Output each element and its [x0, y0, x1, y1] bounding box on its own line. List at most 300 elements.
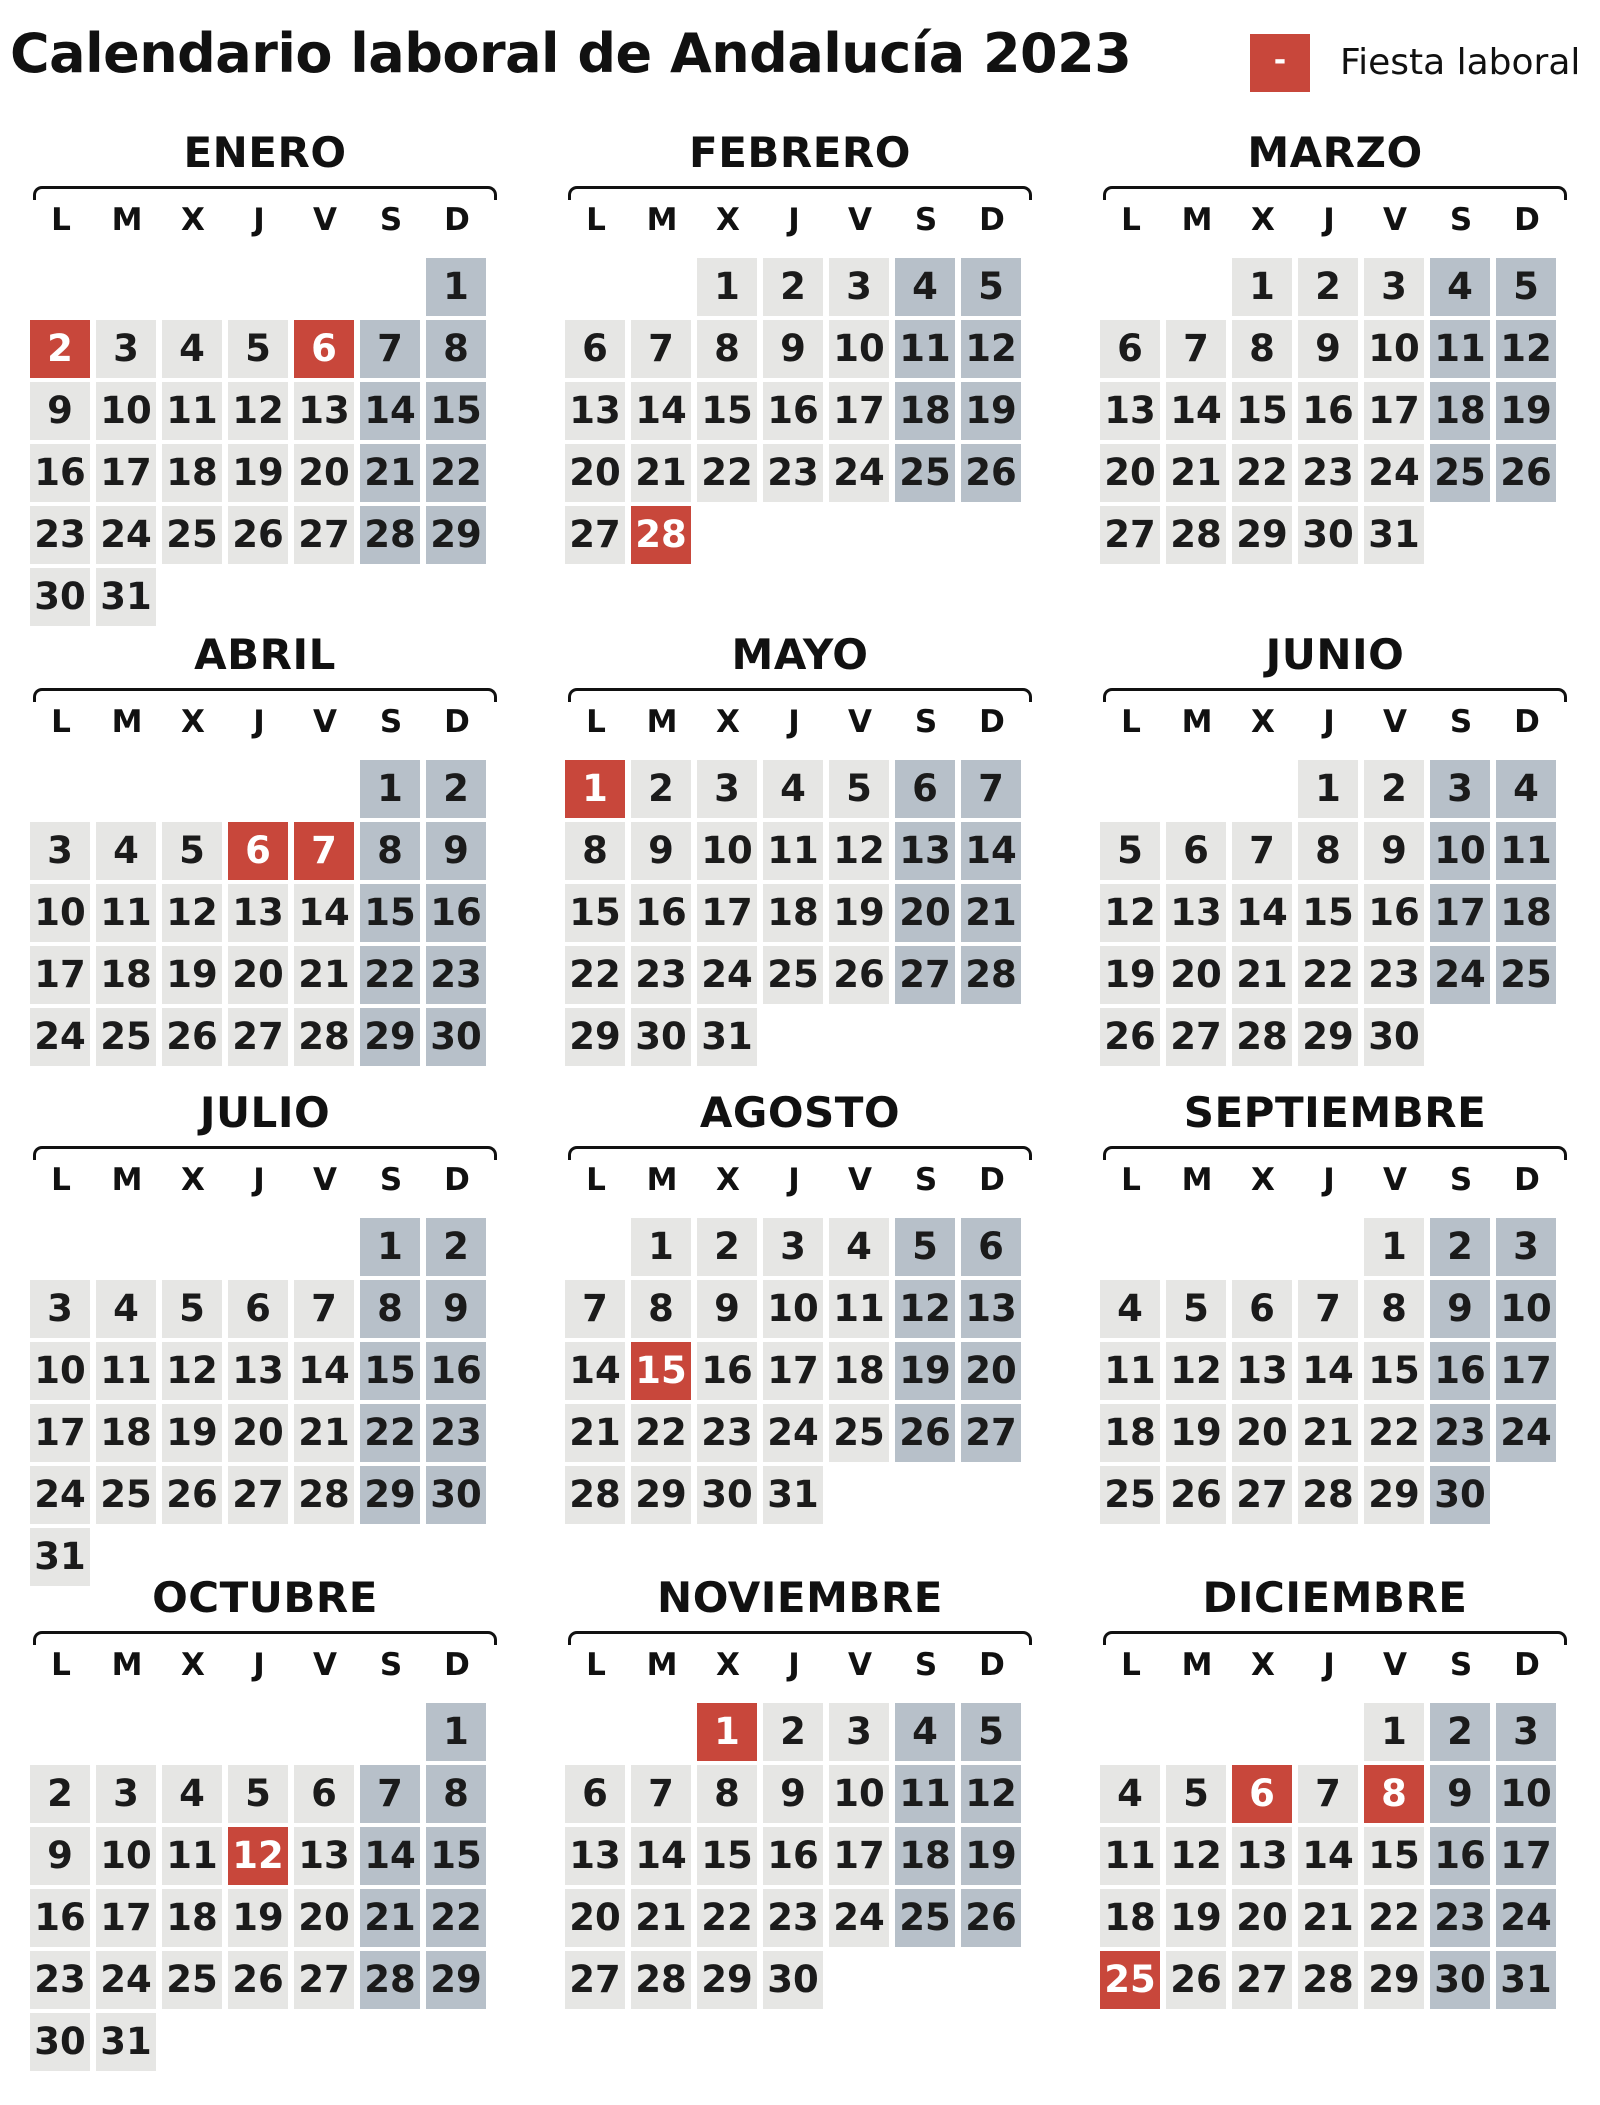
day-cell: 31 — [96, 2013, 156, 2071]
weekday-header: X — [181, 704, 205, 740]
weekend-day-cell: 22 — [360, 946, 420, 1004]
day-cell: 30 — [763, 1951, 823, 2009]
day-cell: 13 — [1232, 1342, 1292, 1400]
day-cell: 6 — [1100, 320, 1160, 378]
weekday-header: M — [111, 202, 143, 238]
day-cell: 15 — [1298, 884, 1358, 942]
holiday-day-cell: 6 — [294, 320, 354, 378]
weekday-header: J — [788, 1162, 800, 1198]
day-cell: 20 — [1166, 946, 1226, 1004]
day-cell: 6 — [1166, 822, 1226, 880]
weekend-day-cell: 11 — [895, 1765, 955, 1823]
day-cell: 17 — [1364, 382, 1424, 440]
day-cell: 22 — [1364, 1889, 1424, 1947]
day-cell: 21 — [565, 1404, 625, 1462]
day-cell: 26 — [228, 506, 288, 564]
day-cell: 26 — [228, 1951, 288, 2009]
day-cell: 14 — [1298, 1827, 1358, 1885]
weekend-day-cell: 21 — [360, 444, 420, 502]
weekend-day-cell: 19 — [895, 1342, 955, 1400]
month-header-rule — [33, 688, 497, 702]
weekday-header: D — [444, 704, 470, 740]
day-cell: 24 — [30, 1466, 90, 1524]
weekend-day-cell: 10 — [1430, 822, 1490, 880]
day-cell: 1 — [1364, 1218, 1424, 1276]
day-cell: 19 — [1166, 1404, 1226, 1462]
weekend-day-cell: 2 — [1430, 1703, 1490, 1761]
day-cell: 28 — [1232, 1008, 1292, 1066]
weekday-header: S — [379, 1647, 403, 1683]
day-cell: 12 — [1100, 884, 1160, 942]
weekday-header: S — [914, 704, 938, 740]
day-cell: 11 — [96, 1342, 156, 1400]
day-cell: 11 — [829, 1280, 889, 1338]
weekend-day-cell: 10 — [1496, 1765, 1556, 1823]
day-cell: 27 — [228, 1466, 288, 1524]
day-cell: 2 — [631, 760, 691, 818]
day-cell: 24 — [763, 1404, 823, 1462]
weekend-day-cell: 2 — [426, 760, 486, 818]
weekend-day-cell: 2 — [1430, 1218, 1490, 1276]
day-cell: 5 — [228, 320, 288, 378]
weekend-day-cell: 3 — [1496, 1218, 1556, 1276]
weekday-header: M — [1181, 1647, 1213, 1683]
day-cell: 13 — [565, 1827, 625, 1885]
weekend-day-cell: 24 — [1430, 946, 1490, 1004]
month-header-rule — [568, 688, 1032, 702]
weekday-header: V — [848, 1647, 872, 1683]
weekend-day-cell: 23 — [1430, 1404, 1490, 1462]
day-cell: 29 — [1232, 506, 1292, 564]
weekday-header: S — [379, 1162, 403, 1198]
weekday-header: V — [313, 202, 337, 238]
day-cell: 30 — [1364, 1008, 1424, 1066]
weekend-day-cell: 26 — [961, 444, 1021, 502]
day-cell: 21 — [631, 444, 691, 502]
day-cell: 9 — [763, 1765, 823, 1823]
month-header-rule — [1103, 688, 1567, 702]
day-cell: 27 — [1100, 506, 1160, 564]
day-cell: 25 — [96, 1466, 156, 1524]
day-cell: 24 — [30, 1008, 90, 1066]
day-cell: 18 — [162, 1889, 222, 1947]
day-cell: 10 — [697, 822, 757, 880]
day-cell: 4 — [162, 1765, 222, 1823]
weekday-header: V — [313, 704, 337, 740]
day-cell: 1 — [1364, 1703, 1424, 1761]
weekend-day-cell: 14 — [360, 382, 420, 440]
day-cell: 6 — [294, 1765, 354, 1823]
day-cell: 23 — [1364, 946, 1424, 1004]
day-cell: 2 — [30, 1765, 90, 1823]
weekend-day-cell: 20 — [961, 1342, 1021, 1400]
page-title: Calendario laboral de Andalucía 2023 — [10, 22, 1132, 85]
weekday-header: L — [1121, 1162, 1141, 1198]
day-cell: 6 — [1232, 1280, 1292, 1338]
day-cell: 17 — [697, 884, 757, 942]
weekend-day-cell: 17 — [1430, 884, 1490, 942]
day-cell: 27 — [294, 1951, 354, 2009]
day-cell: 22 — [1364, 1404, 1424, 1462]
day-cell: 20 — [228, 1404, 288, 1462]
day-cell: 24 — [1364, 444, 1424, 502]
month-title: JULIO — [199, 1088, 331, 1137]
weekday-header: D — [444, 1162, 470, 1198]
day-cell: 14 — [294, 884, 354, 942]
weekend-day-cell: 23 — [426, 1404, 486, 1462]
weekday-header: M — [1181, 1162, 1213, 1198]
weekday-header: M — [646, 1162, 678, 1198]
day-cell: 16 — [631, 884, 691, 942]
day-cell: 21 — [1298, 1889, 1358, 1947]
month-diciembre — [1100, 1573, 1570, 2073]
weekend-day-cell: 18 — [1496, 884, 1556, 942]
weekend-day-cell: 15 — [360, 1342, 420, 1400]
day-cell: 20 — [1100, 444, 1160, 502]
month-header-rule — [568, 1146, 1032, 1160]
day-cell: 26 — [1166, 1951, 1226, 2009]
day-cell: 16 — [697, 1342, 757, 1400]
day-cell: 1 — [1298, 760, 1358, 818]
day-cell: 12 — [162, 884, 222, 942]
day-cell: 5 — [162, 822, 222, 880]
weekday-header: J — [788, 704, 800, 740]
day-cell: 19 — [1100, 946, 1160, 1004]
day-cell: 7 — [1166, 320, 1226, 378]
day-cell: 3 — [30, 1280, 90, 1338]
day-cell: 14 — [1298, 1342, 1358, 1400]
weekend-day-cell: 26 — [1496, 444, 1556, 502]
weekend-day-cell: 1 — [360, 760, 420, 818]
day-cell: 7 — [565, 1280, 625, 1338]
weekday-header: L — [1121, 704, 1141, 740]
day-cell: 3 — [697, 760, 757, 818]
weekday-header: X — [716, 704, 740, 740]
day-cell: 20 — [294, 444, 354, 502]
day-cell: 8 — [1232, 320, 1292, 378]
day-cell: 28 — [1298, 1951, 1358, 2009]
day-cell: 11 — [162, 382, 222, 440]
weekend-day-cell: 25 — [1496, 946, 1556, 1004]
day-cell: 2 — [1298, 258, 1358, 316]
weekday-header: X — [181, 1162, 205, 1198]
month-title: ENERO — [183, 128, 347, 177]
weekend-day-cell: 13 — [895, 822, 955, 880]
month-octubre — [30, 1573, 500, 2073]
weekday-header: V — [848, 704, 872, 740]
weekend-day-cell: 5 — [895, 1218, 955, 1276]
day-cell: 9 — [30, 1827, 90, 1885]
weekend-day-cell: 4 — [1496, 760, 1556, 818]
weekend-day-cell: 9 — [426, 822, 486, 880]
day-cell: 3 — [96, 320, 156, 378]
day-cell: 27 — [565, 506, 625, 564]
weekday-header: S — [1449, 1647, 1473, 1683]
day-cell: 23 — [30, 506, 90, 564]
day-cell: 6 — [228, 1280, 288, 1338]
month-mayo — [565, 630, 1035, 1130]
day-cell: 17 — [96, 444, 156, 502]
day-cell: 13 — [565, 382, 625, 440]
day-cell: 21 — [1232, 946, 1292, 1004]
weekend-day-cell: 27 — [961, 1404, 1021, 1462]
day-cell: 18 — [1100, 1889, 1160, 1947]
month-header-rule — [1103, 1146, 1567, 1160]
weekday-header: S — [379, 704, 403, 740]
day-cell: 26 — [829, 946, 889, 1004]
day-cell: 18 — [763, 884, 823, 942]
month-junio — [1100, 630, 1570, 1130]
day-cell: 14 — [565, 1342, 625, 1400]
day-cell: 21 — [1298, 1404, 1358, 1462]
day-cell: 15 — [697, 1827, 757, 1885]
day-cell: 19 — [829, 884, 889, 942]
weekday-header: J — [788, 1647, 800, 1683]
weekend-day-cell: 1 — [360, 1218, 420, 1276]
weekday-header: V — [1383, 202, 1407, 238]
month-header-rule — [33, 1146, 497, 1160]
day-cell: 29 — [565, 1008, 625, 1066]
weekend-day-cell: 30 — [426, 1008, 486, 1066]
weekday-header: L — [586, 1162, 606, 1198]
day-cell: 20 — [294, 1889, 354, 1947]
day-cell: 29 — [697, 1951, 757, 2009]
day-cell: 15 — [1364, 1342, 1424, 1400]
day-cell: 16 — [30, 1889, 90, 1947]
weekend-day-cell: 24 — [1496, 1404, 1556, 1462]
weekend-day-cell: 28 — [961, 946, 1021, 1004]
day-cell: 24 — [829, 1889, 889, 1947]
weekday-header: J — [1323, 1647, 1335, 1683]
day-cell: 11 — [1100, 1827, 1160, 1885]
weekday-header: V — [1383, 1647, 1407, 1683]
weekend-day-cell: 19 — [1496, 382, 1556, 440]
weekend-day-cell: 18 — [895, 1827, 955, 1885]
day-cell: 28 — [1298, 1466, 1358, 1524]
holiday-day-cell: 2 — [30, 320, 90, 378]
day-cell: 9 — [1364, 822, 1424, 880]
weekend-day-cell: 8 — [360, 1280, 420, 1338]
day-cell: 25 — [1100, 1466, 1160, 1524]
weekend-day-cell: 8 — [426, 320, 486, 378]
day-cell: 7 — [1298, 1765, 1358, 1823]
day-cell: 3 — [829, 1703, 889, 1761]
weekend-day-cell: 20 — [895, 884, 955, 942]
day-cell: 27 — [1232, 1951, 1292, 2009]
day-cell: 15 — [697, 382, 757, 440]
day-cell: 27 — [294, 506, 354, 564]
weekend-day-cell: 10 — [1496, 1280, 1556, 1338]
day-cell: 8 — [1298, 822, 1358, 880]
day-cell: 15 — [1232, 382, 1292, 440]
weekday-header: L — [1121, 1647, 1141, 1683]
day-cell: 9 — [697, 1280, 757, 1338]
weekend-day-cell: 14 — [360, 1827, 420, 1885]
month-title: FEBRERO — [689, 128, 911, 177]
month-title: DICIEMBRE — [1202, 1573, 1468, 1622]
weekend-day-cell: 19 — [961, 382, 1021, 440]
weekend-day-cell: 3 — [1496, 1703, 1556, 1761]
holiday-day-cell: 7 — [294, 822, 354, 880]
day-cell: 27 — [1232, 1466, 1292, 1524]
day-cell: 18 — [96, 1404, 156, 1462]
day-cell: 28 — [1166, 506, 1226, 564]
month-julio — [30, 1088, 500, 1588]
weekend-day-cell: 1 — [426, 1703, 486, 1761]
weekend-day-cell: 15 — [360, 884, 420, 942]
weekday-header: D — [1514, 1162, 1540, 1198]
day-cell: 19 — [1166, 1889, 1226, 1947]
month-agosto — [565, 1088, 1035, 1588]
day-cell: 14 — [294, 1342, 354, 1400]
weekend-day-cell: 6 — [961, 1218, 1021, 1276]
day-cell: 22 — [1298, 946, 1358, 1004]
day-cell: 4 — [1100, 1765, 1160, 1823]
weekday-header: D — [1514, 1647, 1540, 1683]
weekday-header: X — [716, 202, 740, 238]
day-cell: 20 — [565, 444, 625, 502]
day-cell: 9 — [1298, 320, 1358, 378]
weekday-header: L — [586, 704, 606, 740]
weekday-header: V — [848, 202, 872, 238]
weekend-day-cell: 5 — [1496, 258, 1556, 316]
day-cell: 5 — [829, 760, 889, 818]
weekday-header: X — [1251, 202, 1275, 238]
day-cell: 12 — [1166, 1827, 1226, 1885]
day-cell: 20 — [1232, 1889, 1292, 1947]
weekday-header: V — [1383, 1162, 1407, 1198]
month-header-rule — [33, 186, 497, 200]
weekday-header: X — [181, 202, 205, 238]
month-title: MAYO — [731, 630, 869, 679]
weekday-header: S — [1449, 202, 1473, 238]
weekend-day-cell: 9 — [1430, 1280, 1490, 1338]
month-title: ABRIL — [194, 630, 336, 679]
day-cell: 14 — [1232, 884, 1292, 942]
day-cell: 19 — [228, 444, 288, 502]
day-cell: 15 — [1364, 1827, 1424, 1885]
weekday-header: L — [1121, 202, 1141, 238]
day-cell: 21 — [294, 1404, 354, 1462]
day-cell: 17 — [30, 946, 90, 1004]
holiday-day-cell: 6 — [1232, 1765, 1292, 1823]
weekend-day-cell: 29 — [426, 506, 486, 564]
weekday-header: M — [111, 704, 143, 740]
weekday-header: D — [1514, 202, 1540, 238]
holiday-day-cell: 28 — [631, 506, 691, 564]
day-cell: 4 — [96, 1280, 156, 1338]
weekend-day-cell: 6 — [895, 760, 955, 818]
holiday-day-cell: 8 — [1364, 1765, 1424, 1823]
day-cell: 8 — [1364, 1280, 1424, 1338]
day-cell: 25 — [162, 506, 222, 564]
day-cell: 11 — [763, 822, 823, 880]
day-cell: 26 — [1100, 1008, 1160, 1066]
day-cell: 26 — [162, 1008, 222, 1066]
day-cell: 7 — [1298, 1280, 1358, 1338]
day-cell: 9 — [631, 822, 691, 880]
day-cell: 2 — [697, 1218, 757, 1276]
weekday-header: X — [181, 1647, 205, 1683]
day-cell: 25 — [829, 1404, 889, 1462]
day-cell: 4 — [763, 760, 823, 818]
weekday-header: D — [979, 202, 1005, 238]
day-cell: 6 — [565, 320, 625, 378]
day-cell: 21 — [294, 946, 354, 1004]
month-title: MARZO — [1247, 128, 1423, 177]
weekday-header: L — [586, 1647, 606, 1683]
day-cell: 3 — [96, 1765, 156, 1823]
weekend-day-cell: 16 — [1430, 1827, 1490, 1885]
weekday-header: M — [646, 1647, 678, 1683]
day-cell: 31 — [96, 568, 156, 626]
day-cell: 17 — [763, 1342, 823, 1400]
legend-label: Fiesta laboral — [1340, 42, 1581, 83]
weekend-day-cell: 30 — [426, 1466, 486, 1524]
weekend-day-cell: 4 — [895, 1703, 955, 1761]
day-cell: 10 — [1364, 320, 1424, 378]
day-cell: 5 — [1166, 1765, 1226, 1823]
weekday-header: S — [914, 202, 938, 238]
day-cell: 17 — [30, 1404, 90, 1462]
day-cell: 4 — [1100, 1280, 1160, 1338]
day-cell: 26 — [162, 1466, 222, 1524]
day-cell: 1 — [697, 258, 757, 316]
day-cell: 10 — [829, 320, 889, 378]
weekend-day-cell: 17 — [1496, 1342, 1556, 1400]
day-cell: 3 — [1364, 258, 1424, 316]
holiday-day-cell: 1 — [697, 1703, 757, 1761]
day-cell: 28 — [294, 1466, 354, 1524]
weekend-day-cell: 25 — [1430, 444, 1490, 502]
day-cell: 23 — [631, 946, 691, 1004]
day-cell: 30 — [30, 2013, 90, 2071]
weekday-header: J — [1323, 1162, 1335, 1198]
weekend-day-cell: 27 — [895, 946, 955, 1004]
day-cell: 7 — [294, 1280, 354, 1338]
day-cell: 25 — [763, 946, 823, 1004]
day-cell: 13 — [294, 382, 354, 440]
day-cell: 9 — [30, 382, 90, 440]
month-noviembre — [565, 1573, 1035, 2073]
day-cell: 22 — [697, 1889, 757, 1947]
day-cell: 28 — [631, 1951, 691, 2009]
month-title: SEPTIEMBRE — [1183, 1088, 1487, 1137]
weekday-header: J — [788, 202, 800, 238]
day-cell: 15 — [565, 884, 625, 942]
day-cell: 29 — [631, 1466, 691, 1524]
month-septiembre — [1100, 1088, 1570, 1588]
day-cell: 5 — [1100, 822, 1160, 880]
day-cell: 8 — [565, 822, 625, 880]
weekday-header: M — [646, 202, 678, 238]
weekend-day-cell: 23 — [426, 946, 486, 1004]
day-cell: 3 — [30, 822, 90, 880]
month-header-rule — [568, 1631, 1032, 1645]
weekend-day-cell: 8 — [360, 822, 420, 880]
weekend-day-cell: 9 — [426, 1280, 486, 1338]
day-cell: 18 — [1100, 1404, 1160, 1462]
day-cell: 21 — [1166, 444, 1226, 502]
day-cell: 30 — [631, 1008, 691, 1066]
weekday-header: D — [979, 1647, 1005, 1683]
weekday-header: L — [51, 1647, 71, 1683]
day-cell: 8 — [697, 320, 757, 378]
month-abril — [30, 630, 500, 1130]
month-header-rule — [1103, 186, 1567, 200]
weekend-day-cell: 21 — [360, 1889, 420, 1947]
day-cell: 16 — [763, 1827, 823, 1885]
